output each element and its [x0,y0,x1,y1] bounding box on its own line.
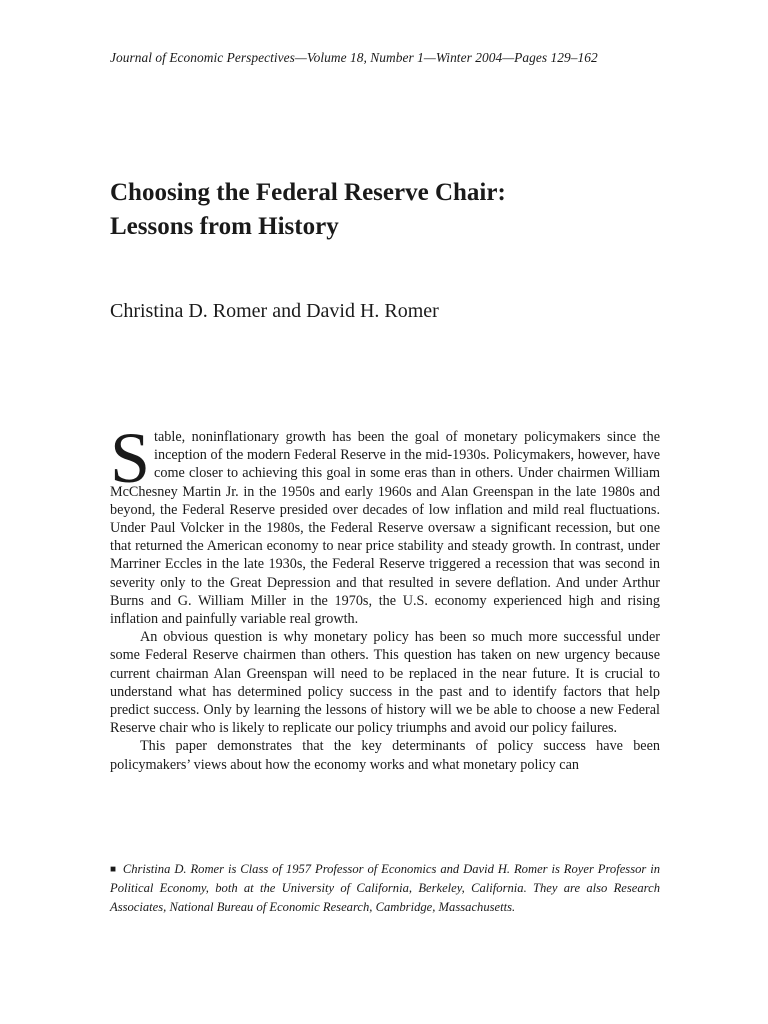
article-title [110,176,660,244]
paragraph-3: This paper demonstrates that the key determinants of policy success have been policymakers’ views about how the economy works and what monetary policy can [110,738,660,773]
paragraph-2: An obvious question is why monetary policy has been so much more successful under some Federal Reserve chairmen than others. This question has taken on new urgency because current chairman Alan Greenspan will need to be replaced in the near future. It is crucial to understand what has determined policy success in the past and to identify factors that help predict success. Only by learning the lessons of history will we be able to choose a new Federal Reserve chair who is likely to replicate our policy triumphs and avoid our policy failures. [110,629,660,737]
running-head: Journal of Economic Perspectives—Volume 18, Number 1—Winter 2004—Pages 129–162 [110,50,598,65]
title-line-1: Choosing the Federal Reserve Chair: [110,179,506,206]
footnote-text: Christina D. Romer is Class of 1957 Professor of Economics and David H. Romer is Royer Professor in Political Economy, both at the University of California, Berkeley, California. They are also Research Associates, National Bureau of Economic Research, Cambridge, Massachusetts. [110,862,660,914]
square-bullet-icon: ■ [110,864,117,875]
author-footnote [110,860,660,916]
paragraph-1-text: table, noninflationary growth has been the goal of monetary policymakers since the inception of the modern Federal Reserve in the mid-1930s. Policymakers, however, have come closer to achieving this goal in some eras than in others. Under chairmen William McChesney Martin Jr. in the 1950s and early 1960s and Alan Greenspan in the late 1980s and beyond, the Federal Reserve presided over decades of low inflation and mild real fluctuations. Under Paul Volcker in the 1980s, the Federal Reserve oversaw a significant recession, but one that returned the American economy to near price stability and steady growth. In contrast, under Marriner Eccles in the late 1930s, the Federal Reserve triggered a recession that was second in severity only to the Great Depression and that resulted in severe deflation. And under Arthur Burns and G. William Miller in the 1970s, the U.S. economy experienced high and rising inflation and painfully variable real growth. [110,429,660,628]
title-line-2: Lessons from History [110,213,339,240]
drop-cap: S [110,418,151,498]
article-body [110,418,660,774]
authors: Christina D. Romer and David H. Romer [110,300,439,322]
paragraph-1 [110,418,660,628]
